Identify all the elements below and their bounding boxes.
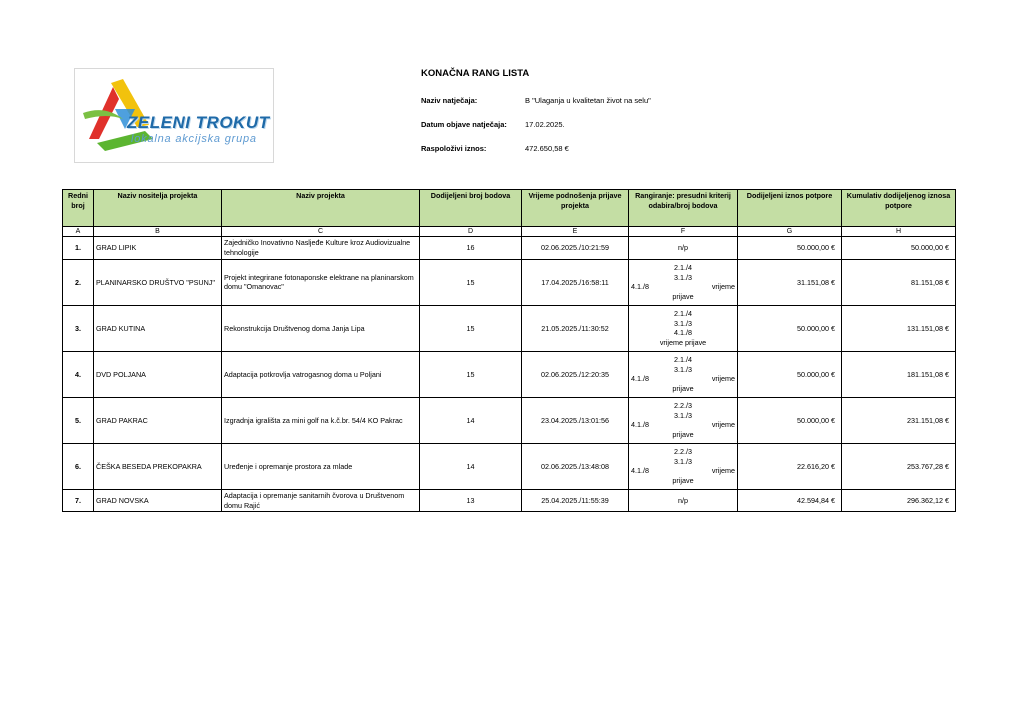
submission-time: 25.04.2025./11:55:39 xyxy=(522,489,629,511)
table-row xyxy=(63,351,956,397)
ranking-line: vrijeme prijave xyxy=(659,338,707,348)
available-amount-value: 472.650,58 € xyxy=(525,144,569,153)
points: 16 xyxy=(420,237,522,259)
ranking-criteria xyxy=(629,305,738,351)
project-holder: PLANINARSKO DRUŠTVO "PSUNJ" xyxy=(94,259,222,305)
cumulative-amount: 231.151,08 € xyxy=(842,397,956,443)
cumulative-amount: 81.151,08 € xyxy=(842,259,956,305)
rank-number: 3. xyxy=(63,305,94,351)
header-time: Vrijeme podnošenja prijave projekta xyxy=(522,190,629,227)
points: 14 xyxy=(420,443,522,489)
table-row xyxy=(63,305,956,351)
rank-number: 2. xyxy=(63,259,94,305)
header-points: Dodijeljeni broj bodova xyxy=(420,190,522,227)
table-row xyxy=(63,397,956,443)
column-letter: C xyxy=(222,227,420,237)
ranking-line: 2.1./4 xyxy=(674,354,692,364)
points: 14 xyxy=(420,397,522,443)
ranking-line: prijave xyxy=(672,292,694,302)
publish-date-label: Datum objave natječaja: xyxy=(421,120,507,129)
project-holder: GRAD KUTINA xyxy=(94,305,222,351)
table-row xyxy=(63,489,956,511)
awarded-amount: 50.000,00 € xyxy=(738,305,842,351)
rank-number: 1. xyxy=(63,237,94,259)
ranking-line-split xyxy=(631,466,735,476)
tender-name-value: B "Ulaganja u kvalitetan život na selu" xyxy=(525,96,651,105)
project-name: Adaptacija i opremanje sanitarnih čvorova u Društvenom domu Rajić xyxy=(222,489,420,511)
rank-number: 6. xyxy=(63,443,94,489)
ranking-line: 4.1./8 xyxy=(631,420,649,430)
cumulative-amount: 131.151,08 € xyxy=(842,305,956,351)
ranking-line: vrijeme xyxy=(711,282,735,292)
header-project: Naziv projekta xyxy=(222,190,420,227)
project-name: Uređenje i opremanje prostora za mlade xyxy=(222,443,420,489)
awarded-amount: 42.594,84 € xyxy=(738,489,842,511)
column-letter: A xyxy=(63,227,94,237)
points: 15 xyxy=(420,351,522,397)
tender-name-label: Naziv natječaja: xyxy=(421,96,478,105)
column-letter: F xyxy=(629,227,738,237)
header-amount: Dodijeljeni iznos potpore xyxy=(738,190,842,227)
logo-subtitle: lokalna akcijska grupa xyxy=(131,133,257,145)
rank-number: 5. xyxy=(63,397,94,443)
cumulative-amount: 253.767,28 € xyxy=(842,443,956,489)
points: 13 xyxy=(420,489,522,511)
column-letter: B xyxy=(94,227,222,237)
ranking-line: 3.1./3 xyxy=(674,364,692,374)
ranking-table xyxy=(62,189,956,512)
ranking-line-split xyxy=(631,374,735,384)
submission-time: 02.06.2025./13:48:08 xyxy=(522,443,629,489)
ranking-value: n/p xyxy=(678,243,688,253)
ranking-line: 2.2./3 xyxy=(674,400,692,410)
submission-time: 23.04.2025./13:01:56 xyxy=(522,397,629,443)
ranking-line: 3.1./3 xyxy=(674,272,692,282)
awarded-amount: 50.000,00 € xyxy=(738,237,842,259)
ranking-criteria xyxy=(629,351,738,397)
awarded-amount: 31.151,08 € xyxy=(738,259,842,305)
cumulative-amount: 50.000,00 € xyxy=(842,237,956,259)
column-letter: G xyxy=(738,227,842,237)
project-holder: GRAD PAKRAC xyxy=(94,397,222,443)
header-rank-no: Redni broj xyxy=(63,190,94,227)
header-ranking: Rangiranje: presudni kriterij odabira/broj bodova xyxy=(629,190,738,227)
submission-time: 21.05.2025./11:30:52 xyxy=(522,305,629,351)
ranking-line: vrijeme xyxy=(711,374,735,384)
header-holder: Naziv nositelja projekta xyxy=(94,190,222,227)
ranking-line: prijave xyxy=(672,384,694,394)
project-name: Rekonstrukcija Društvenog doma Janja Lipa xyxy=(222,305,420,351)
table-row xyxy=(63,259,956,305)
column-letter: D xyxy=(420,227,522,237)
header-cumulative: Kumulativ dodijeljenog iznosa potpore xyxy=(842,190,956,227)
awarded-amount: 50.000,00 € xyxy=(738,397,842,443)
points: 15 xyxy=(420,305,522,351)
project-name: Zajedničko Inovativno Nasljeđe Kulture kroz Audiovizualne tehnologije xyxy=(222,237,420,259)
ranking-criteria xyxy=(629,489,738,511)
ranking-line: vrijeme xyxy=(711,420,735,430)
column-letter-row xyxy=(63,227,956,237)
rank-number: 4. xyxy=(63,351,94,397)
document-title: KONAČNA RANG LISTA xyxy=(421,68,530,79)
publish-date-value: 17.02.2025. xyxy=(525,120,565,129)
project-name: Izgradnja igrališta za mini golf na k.č.br. 54/4 KO Pakrac xyxy=(222,397,420,443)
table-row xyxy=(63,443,956,489)
submission-time: 02.06.2025./12:20:35 xyxy=(522,351,629,397)
project-holder: DVD POLJANA xyxy=(94,351,222,397)
project-holder: GRAD LIPIK xyxy=(94,237,222,259)
ranking-line: 2.1./4 xyxy=(674,262,692,272)
project-name: Projekt integrirane fotonaponske elektrane na planinarskom domu "Omanovac" xyxy=(222,259,420,305)
ranking-line: 4.1./8 xyxy=(631,374,649,384)
ranking-line: 4.1./8 xyxy=(674,328,692,338)
ranking-value: n/p xyxy=(678,495,688,505)
ranking-criteria xyxy=(629,443,738,489)
table-row xyxy=(63,237,956,259)
rank-number: 7. xyxy=(63,489,94,511)
cumulative-amount: 296.362,12 € xyxy=(842,489,956,511)
ranking-line: prijave xyxy=(672,430,694,440)
project-name: Adaptacija potkrovlja vatrogasnog doma u Poljani xyxy=(222,351,420,397)
ranking-line: 4.1./8 xyxy=(631,282,649,292)
table-header-row xyxy=(63,190,956,227)
ranking-criteria xyxy=(629,397,738,443)
project-holder: GRAD NOVSKA xyxy=(94,489,222,511)
available-amount-label: Raspoloživi iznos: xyxy=(421,144,487,153)
column-letter: H xyxy=(842,227,956,237)
submission-time: 17.04.2025./16:58:11 xyxy=(522,259,629,305)
ranking-line: 3.1./3 xyxy=(674,410,692,420)
awarded-amount: 22.616,20 € xyxy=(738,443,842,489)
logo-name: ZELENI TROKUT xyxy=(127,113,270,132)
ranking-line: 2.1./4 xyxy=(674,308,692,318)
ranking-criteria xyxy=(629,259,738,305)
ranking-line: 3.1./3 xyxy=(674,318,692,328)
submission-time: 02.06.2025./10:21:59 xyxy=(522,237,629,259)
ranking-line: 2.2./3 xyxy=(674,446,692,456)
ranking-line-split xyxy=(631,420,735,430)
points: 15 xyxy=(420,259,522,305)
cumulative-amount: 181.151,08 € xyxy=(842,351,956,397)
ranking-line: prijave xyxy=(672,476,694,486)
ranking-line: vrijeme xyxy=(711,466,735,476)
ranking-line-split xyxy=(631,282,735,292)
column-letter: E xyxy=(522,227,629,237)
project-holder: ČEŠKA BESEDA PREKOPAKRA xyxy=(94,443,222,489)
logo xyxy=(74,68,274,163)
ranking-line: 3.1./3 xyxy=(674,456,692,466)
ranking-criteria xyxy=(629,237,738,259)
ranking-line: 4.1./8 xyxy=(631,466,649,476)
awarded-amount: 50.000,00 € xyxy=(738,351,842,397)
